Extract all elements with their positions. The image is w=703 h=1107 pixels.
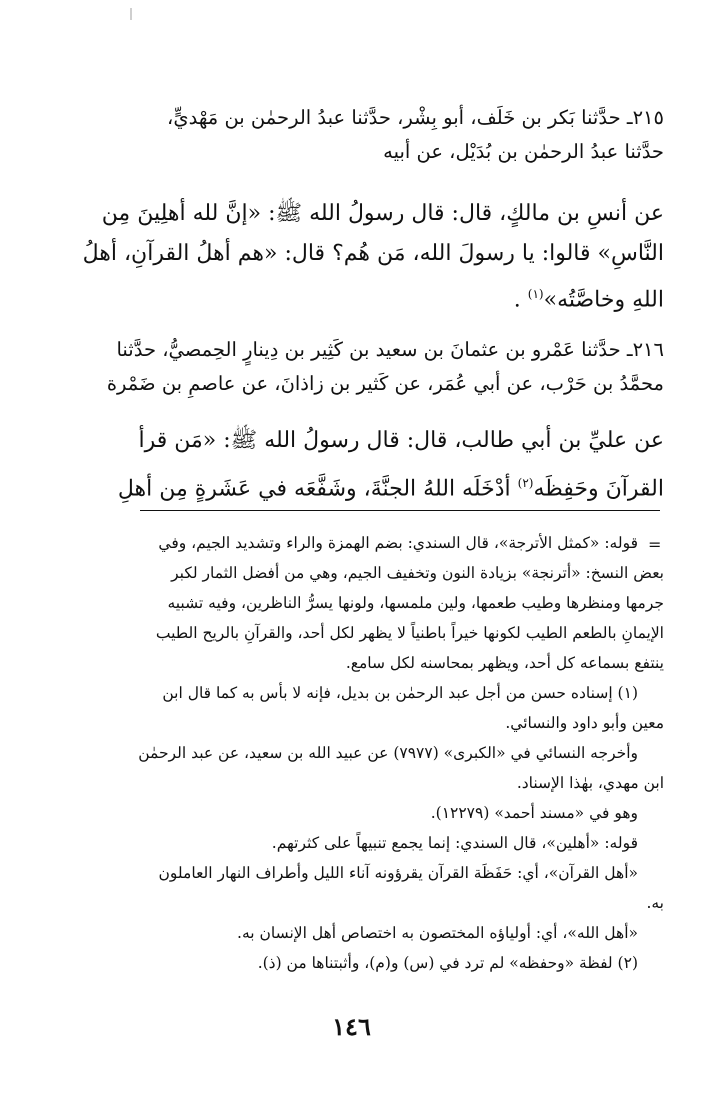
hadith-216-matn bbox=[52, 420, 664, 510]
footnote-separator bbox=[140, 510, 660, 511]
footnote-continued-line: جرمها ومنظرها وطيب طعمها، ولين ملمسها، ولونها يسرُّ الناظرين، وفيه تشبيه bbox=[167, 594, 664, 612]
hadith-216-isnad-line-1: ٢١٦ـ حدَّثنا عَمْرو بن عثمانَ بن سعيد بن كَثِير بن دِينارٍ الحِمصيُّ، حدَّثنا bbox=[116, 338, 664, 361]
page-number: ١٤٦ bbox=[332, 1012, 371, 1041]
hadith-215-matn-line-2: النَّاسِ» قالوا: يا رسولَ الله، مَن هُم؟ قال: «هم أهلُ القرآنِ، أهلُ bbox=[82, 241, 664, 266]
hadith-215-isnad bbox=[52, 101, 664, 169]
footnote-1-line: وهو في «مسند أحمد» (١٢٢٧٩). bbox=[430, 804, 638, 822]
footnote-ref-1: (١) bbox=[527, 287, 544, 301]
footnote-1-line: وأخرجه النسائي في «الكبرى» (٧٩٧٧) عن عبيد الله بن سعيد، عن عبد الرحمٰن bbox=[138, 744, 638, 762]
footnote-continued-line: بعض النسخ: «أترنجة» بزيادة النون وتخفيف الجيم، وهي من أفضل الثمار لكبر bbox=[171, 564, 664, 582]
footnote-1-line: ابن مهدي، بهٰذا الإسناد. bbox=[516, 774, 664, 792]
footnote-1-line: به. bbox=[646, 894, 664, 912]
hadith-215-isnad-line-2: حدَّثنا عبدُ الرحمٰن بن بُدَيْل، عن أبيه bbox=[383, 140, 664, 163]
footnote-1-line: «أهل الله»، أي: أولياؤه المختصون به اختصاص أهل الإنسان به. bbox=[237, 924, 638, 942]
hadith-216-isnad bbox=[52, 333, 664, 401]
hadith-216-matn-line-2 bbox=[52, 462, 664, 510]
hadith-215-matn-end: اللهِ وخاصَّتُه» bbox=[543, 287, 664, 313]
hadith-216-isnad-line-2: محمَّدُ بن حَرْب، عن أبي عُمَر، عن كَثير بن زاذانَ، عن عاصمِ بن ضَمْرة bbox=[106, 372, 664, 395]
scan-mark bbox=[130, 8, 132, 20]
footnote-2-line: (٢) لفظة «وحفظه» لم ترد في (س) و(م)، وأثبتناها من (ذ). bbox=[257, 954, 638, 972]
hadith-216-matn-part-1: القرآنَ وحَفِظَه bbox=[533, 476, 664, 502]
footnote-continued-line: الإيمانِ بالطعم الطيب لكونها خيراً باطنياً لا يظهر لكل أحد، والقرآنِ بالريح الطيب bbox=[155, 624, 664, 642]
footnote-continued-line: ينتفع بسماعه كل أحد، ويظهر بمحاسنه لكل سامع. bbox=[345, 654, 664, 672]
footnote-1-line: قوله: «أهلين»، قال السندي: إنما يجمع تنبيهاً على كثرتهم. bbox=[271, 834, 638, 852]
footnote-1-line: معين وأبو داود والنسائي. bbox=[505, 714, 664, 732]
hadith-215-end-mark: . bbox=[513, 287, 521, 313]
hadith-215-matn-line-3 bbox=[52, 274, 664, 320]
hadith-216-matn-part-2: أدْخَلَه اللهُ الجنَّةَ، وشَفَّعَه في عَشَرةٍ مِن أهلِ bbox=[117, 476, 518, 502]
footnotes bbox=[52, 528, 664, 978]
footnote-ref-2: (٢) bbox=[517, 476, 534, 490]
footnote-1-line: «أهل القرآن»، أي: حَفَظَة القرآن يقرؤونه آناء الليل وأطراف النهار العاملون bbox=[158, 864, 638, 882]
continuation-mark: = bbox=[648, 535, 662, 554]
hadith-215-isnad-line-1: ٢١٥ـ حدَّثنا بَكر بن خَلَف، أبو بِشْر، حدَّثنا عبدُ الرحمٰن بن مَهْديٍّ، bbox=[167, 106, 664, 129]
hadith-215-matn bbox=[52, 194, 664, 320]
hadith-215-matn-line-1: عن أنسِ بن مالكٍ، قال: قال رسولُ الله ﷺ: «إنَّ لله أهلِينَ مِن bbox=[101, 201, 664, 226]
footnote-continued-line: قوله: «كمثل الأترجة»، قال السندي: بضم الهمزة والراء وتشديد الجيم، وفي bbox=[158, 534, 638, 552]
hadith-216-matn-line-1: عن عليِّ بن أبي طالب، قال: قال رسولُ الله ﷺ: «مَن قرأ bbox=[138, 428, 664, 453]
footnote-1-line: (١) إسناده حسن من أجل عبد الرحمٰن بن بديل، فإنه لا بأس به كما قال ابن bbox=[162, 684, 638, 702]
